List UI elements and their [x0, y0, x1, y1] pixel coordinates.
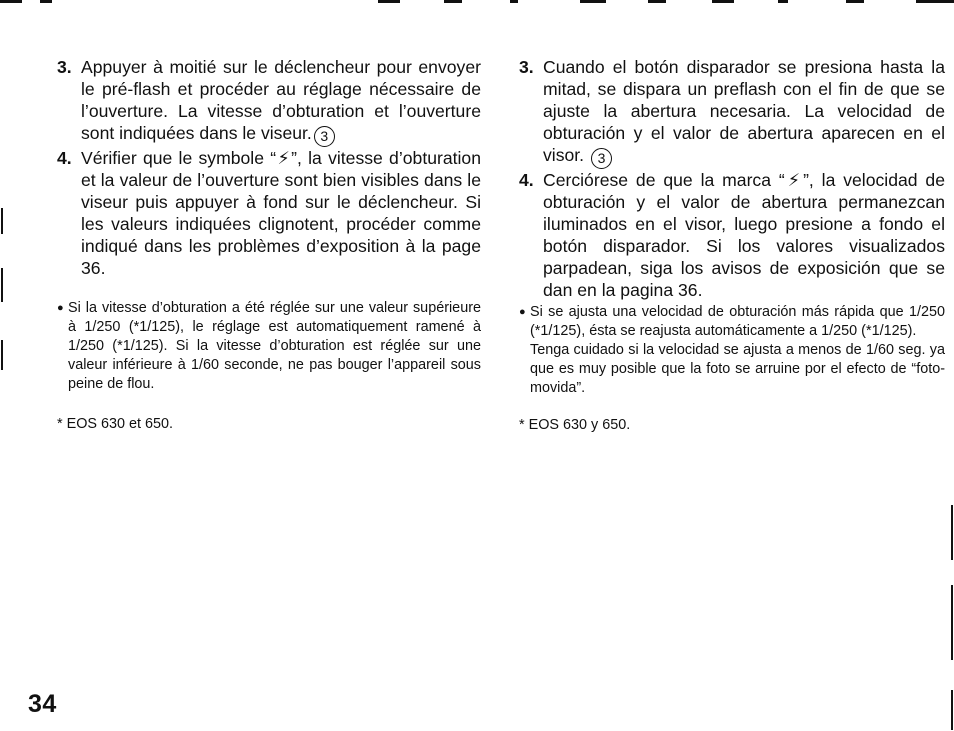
- step-text: Appuyer à moitié sur le déclencheur pour envoyer le pré-flash et procéder au réglage nécessaire de l’ouverture. La vitesse d’obturation et l’ouverture sont indiquées dans le viseur.: [81, 57, 481, 143]
- step-text: Cuando el botón disparador se presiona hasta la mitad, se dispara un preflash con el fin de que se ajuste la abertura necesaria. La velocidad de obturación y el valor de abertura aparecen en el visor.: [543, 57, 945, 165]
- bullet-icon: ●: [57, 302, 64, 314]
- bullet-icon: ●: [519, 306, 526, 318]
- step-number: 4.: [519, 170, 534, 190]
- right-edge-mark: [951, 690, 953, 730]
- right-edge-mark: [951, 505, 953, 560]
- fr-step-4: [57, 147, 481, 279]
- circled-number-icon: 3: [591, 148, 612, 169]
- right-edge-mark: [951, 585, 953, 660]
- spanish-column: [519, 56, 945, 435]
- es-footnote: * EOS 630 y 650.: [519, 417, 631, 433]
- es-step-3: [519, 56, 945, 169]
- es-note: [519, 303, 945, 398]
- step-number: 4.: [57, 148, 72, 168]
- flash-icon: ⚡: [784, 170, 804, 190]
- step-number: 3.: [519, 57, 534, 77]
- flash-icon: ⚡: [276, 148, 292, 168]
- fr-footnote: * EOS 630 et 650.: [57, 416, 174, 432]
- step-number: 3.: [57, 57, 72, 77]
- left-edge-mark: [1, 340, 3, 370]
- left-edge-mark: [1, 208, 3, 234]
- step-text-end: ”, la velocidad de obturación y el valor de abertura permanezcan iluminados en el visor, luego presione a fondo el botón disparador. Si los valores visualizados parpadean, siga los avisos de exposición que se dan en la pagina 36.: [543, 170, 945, 300]
- step-text-start: Vérifier que le symbole “: [81, 148, 277, 168]
- es-step-4: [519, 169, 945, 301]
- step-text-start: Cerciórese de que la marca “: [543, 170, 785, 190]
- top-edge-marks: [0, 0, 954, 6]
- fr-note: [57, 299, 481, 394]
- note-text: Si se ajusta una velocidad de obturación más rápida que 1/250 (*1/125), ésta se reajusta automáticamente a 1/250 (*1/125).: [530, 304, 945, 339]
- step-text-end: ”, la vitesse d’obturation et la valeur de l’ouverture sont bien visibles dans le viseur puis appuyer à fond sur le déclencheur. Si les valeurs indiquées clignotent, procéder comme indiqué dans les problèmes d’exposition à la page 36.: [81, 148, 482, 278]
- note-text: Si la vitesse d’obturation a été réglée sur une valeur supérieure à 1/250 (*1/125), le réglage est automatiquement ramené à 1/250 (*1/125). Si la vitesse d’obturation est réglée sur une valeur inférieure à 1/60 seconde, ne pas bouger l’appareil sous peine de flou.: [68, 300, 481, 392]
- page-number: 34: [28, 690, 57, 718]
- fr-step-3: [57, 56, 481, 147]
- french-column: [57, 56, 481, 434]
- note-text: Tenga cuidado si la velocidad se ajusta a menos de 1/60 seg. ya que es muy posible que la foto se arruine por el efecto de “foto-movida”.: [530, 342, 945, 396]
- left-edge-mark: [1, 268, 3, 302]
- circled-number-icon: 3: [314, 126, 335, 147]
